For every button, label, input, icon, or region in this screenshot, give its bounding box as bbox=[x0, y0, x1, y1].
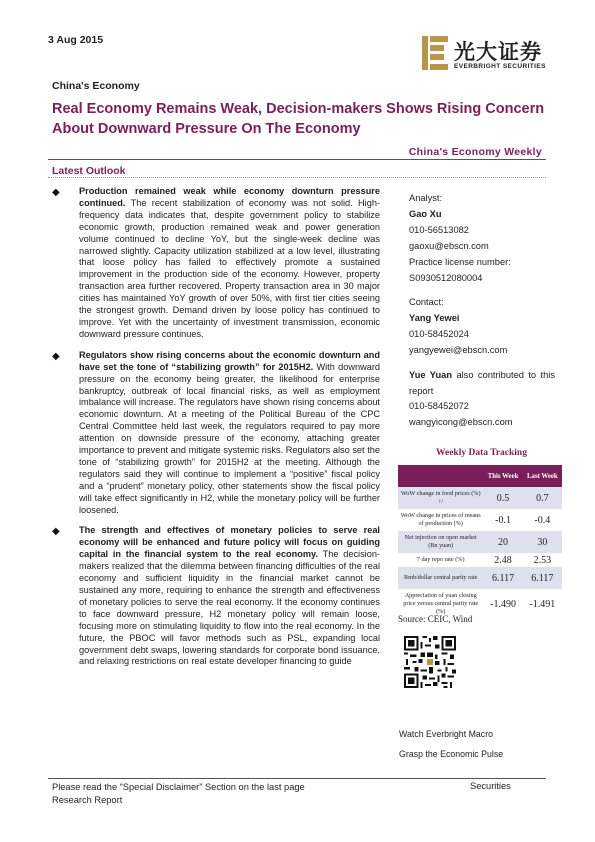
footer-report-type: Research Report bbox=[52, 795, 123, 805]
logo-chinese-text: 光大证券 bbox=[454, 39, 542, 64]
row-this-week: -1.490 bbox=[490, 598, 516, 610]
row-this-week: 20 bbox=[483, 531, 522, 553]
outlook-divider bbox=[48, 177, 546, 178]
row-label: Rmb/dollar central parity rate bbox=[398, 567, 483, 589]
bullet-body: The decision-makers realized that the dilemma between financing difficulties of the real economy and sufficient liquidity in the financial market cannot be sustained any more, requiring to enhance the strength and effectiveness of monetary policies to serve the real economy. If the economy continues to face downward pressure, H2 monetary policy will remain loose, focusing more on stimulating liquidity to flow into the real economy. In the future, the PBOC will favor methods such as PSL, expanding local government debt swaps, lowering standards for corporate bond issuance, and relaxing restrictions on real estate developer financing to guide bbox=[79, 549, 380, 667]
bullet-body: The recent stabilization of economy was not solid. High-frequency data indicates that, despite government policy to stabilize economic growth, production remained weak and power generation volume continued to decline YoY, but the single-week decline was narrowed slightly. Capacity utilization stabilized at a low level, illustrating that loose policy has failed to effectively promote a sustained improvement in the production side of the economy. However, property transaction area further recovered. Property transaction area in 30 major cities has maintained YoY growth of over 50%, with first tier cities seeing the strongest growth. Demand driven by loose policy has continued to improve. Yet with the uncertainty of investment transmission, economic downward pressure continues. bbox=[79, 197, 380, 339]
row-this-week: 2.48 bbox=[494, 554, 512, 566]
contact-email[interactable]: yangyewei@ebscn.com bbox=[409, 345, 508, 355]
contributor-text: also contributed to this report bbox=[409, 370, 555, 396]
row-this-week: 6.117 bbox=[483, 567, 522, 589]
bullet-item bbox=[52, 186, 380, 341]
analyst-phone: 010-56513082 bbox=[409, 225, 469, 235]
diamond-bullet-icon: ◆ bbox=[52, 350, 60, 362]
qr-code-icon bbox=[404, 636, 456, 688]
promo-line-1: Watch Everbright Macro bbox=[399, 729, 494, 739]
bullet-lead: Production remained weak while economy downturn pressure continued. bbox=[79, 186, 380, 208]
row-label: Appreciation of yuan closing price versus central parity rate (%) bbox=[403, 592, 479, 615]
footer-disclaimer: Please read the “Special Disclaimer” Section on the last page bbox=[52, 782, 305, 792]
table-row bbox=[398, 553, 562, 567]
contributor-note bbox=[409, 368, 555, 399]
bullet-body: With downward pressure on the economy being greater, the likelihood for enterprise bankruptcy, outbreak of local financial risks, as well as employment imbalance will increase. The regulators have shown rising concerns about economic downturn. At a meeting of the Political Bureau of the CPC Central Committee held last week, the regulators required to pay more attention on downside pressure of the economy, attaching greater importance to prevent and mitigate systemic risks. Regulators also set the tone of “stabilizing growth” for 2015H2 at the meeting. Although the regulators said they will continue to implement a “positive” fiscal policy and a “prudent” monetary policy, other statements show the fiscal policy will take effect significantly in H2, while the monetary policy will be further loosened. bbox=[79, 361, 381, 515]
analyst-label: Analyst: bbox=[409, 193, 443, 203]
everbright-logo bbox=[420, 34, 560, 82]
footer-right: Securities bbox=[470, 781, 511, 791]
row-this-week: -0.1 bbox=[495, 514, 511, 526]
table-row bbox=[398, 487, 562, 509]
contributor-block bbox=[409, 368, 555, 430]
table-row bbox=[398, 531, 562, 553]
row-last-week: 2.53 bbox=[533, 554, 552, 566]
contributor-phone: 010-58452072 bbox=[409, 401, 469, 411]
series-label: China's Economy Weekly bbox=[408, 146, 542, 158]
row-last-week: 0.7 bbox=[523, 487, 562, 509]
row-last-week: -1.491 bbox=[529, 598, 556, 610]
diamond-bullet-icon: ◆ bbox=[52, 526, 60, 538]
weekly-table-title: Weekly Data Tracking bbox=[436, 448, 527, 458]
analyst-block bbox=[409, 190, 557, 286]
promo-text bbox=[399, 724, 549, 764]
license-number: S0930512080004 bbox=[409, 273, 483, 283]
logo-english-text: EVERBRIGHT SECURITIES bbox=[454, 63, 546, 70]
table-row bbox=[398, 567, 562, 589]
analyst-name: Gao Xu bbox=[409, 209, 442, 219]
bullet-lead: Regulators show rising concerns about the economic downturn and have set the tone of “stabilizing growth” for 2015H2. bbox=[79, 349, 380, 372]
contact-label: Contact: bbox=[409, 297, 444, 307]
license-label: Practice license number: bbox=[409, 257, 511, 267]
everbright-logo-icon bbox=[420, 34, 450, 72]
row-last-week: -0.4 bbox=[534, 514, 551, 526]
footer-left bbox=[52, 781, 372, 807]
latest-outlook-heading: Latest Outlook bbox=[52, 165, 126, 177]
report-date: 3 Aug 2015 bbox=[48, 34, 104, 46]
outlook-bullets bbox=[52, 186, 380, 677]
section-label: China's Economy bbox=[52, 80, 140, 92]
row-last-week: 30 bbox=[523, 531, 562, 553]
bullet-item bbox=[52, 350, 380, 517]
table-header-this-week: This Week bbox=[483, 465, 522, 487]
row-label: 7 day repo rate (%) bbox=[416, 556, 465, 563]
header-divider bbox=[48, 159, 546, 160]
contact-phone: 010-58452024 bbox=[409, 329, 469, 339]
bullet-item bbox=[52, 525, 380, 668]
row-this-week: 0.5 bbox=[483, 487, 522, 509]
table-header-last-week: Last Week bbox=[523, 465, 562, 487]
diamond-bullet-icon: ◆ bbox=[52, 187, 60, 198]
analyst-email[interactable]: gaoxu@ebscn.com bbox=[409, 241, 489, 251]
table-header-blank bbox=[398, 465, 483, 487]
page-title: Real Economy Remains Weak, Decision-makers Shows Rising Concern About Downward Pressure On The Economy bbox=[52, 101, 545, 137]
row-label: Net injection on open market (Bn yuan) bbox=[398, 531, 483, 553]
contact-block bbox=[409, 294, 557, 358]
row-label: WoW change in prices of means of production (%) bbox=[400, 512, 481, 527]
bullet-lead: The strength and effectives of monetary policies to serve real economy will be enhanced and future policy will focus on guiding capital in the financial system to the real economy. bbox=[79, 525, 380, 560]
row-label: WoW change in food prices (%) ↑/ bbox=[398, 487, 483, 509]
row-last-week: 6.117 bbox=[523, 567, 562, 589]
footer-divider bbox=[48, 778, 546, 779]
contact-name: Yang Yewei bbox=[409, 313, 460, 323]
table-source: Source: CEIC, Wind bbox=[398, 614, 473, 624]
contributor-email[interactable]: wangyicong@ebscn.com bbox=[409, 416, 513, 427]
weekly-data-table bbox=[398, 465, 562, 619]
contributor-name: Yue Yuan bbox=[409, 370, 453, 380]
table-row bbox=[398, 509, 562, 531]
promo-line-2: Grasp the Economic Pulse bbox=[399, 749, 504, 759]
